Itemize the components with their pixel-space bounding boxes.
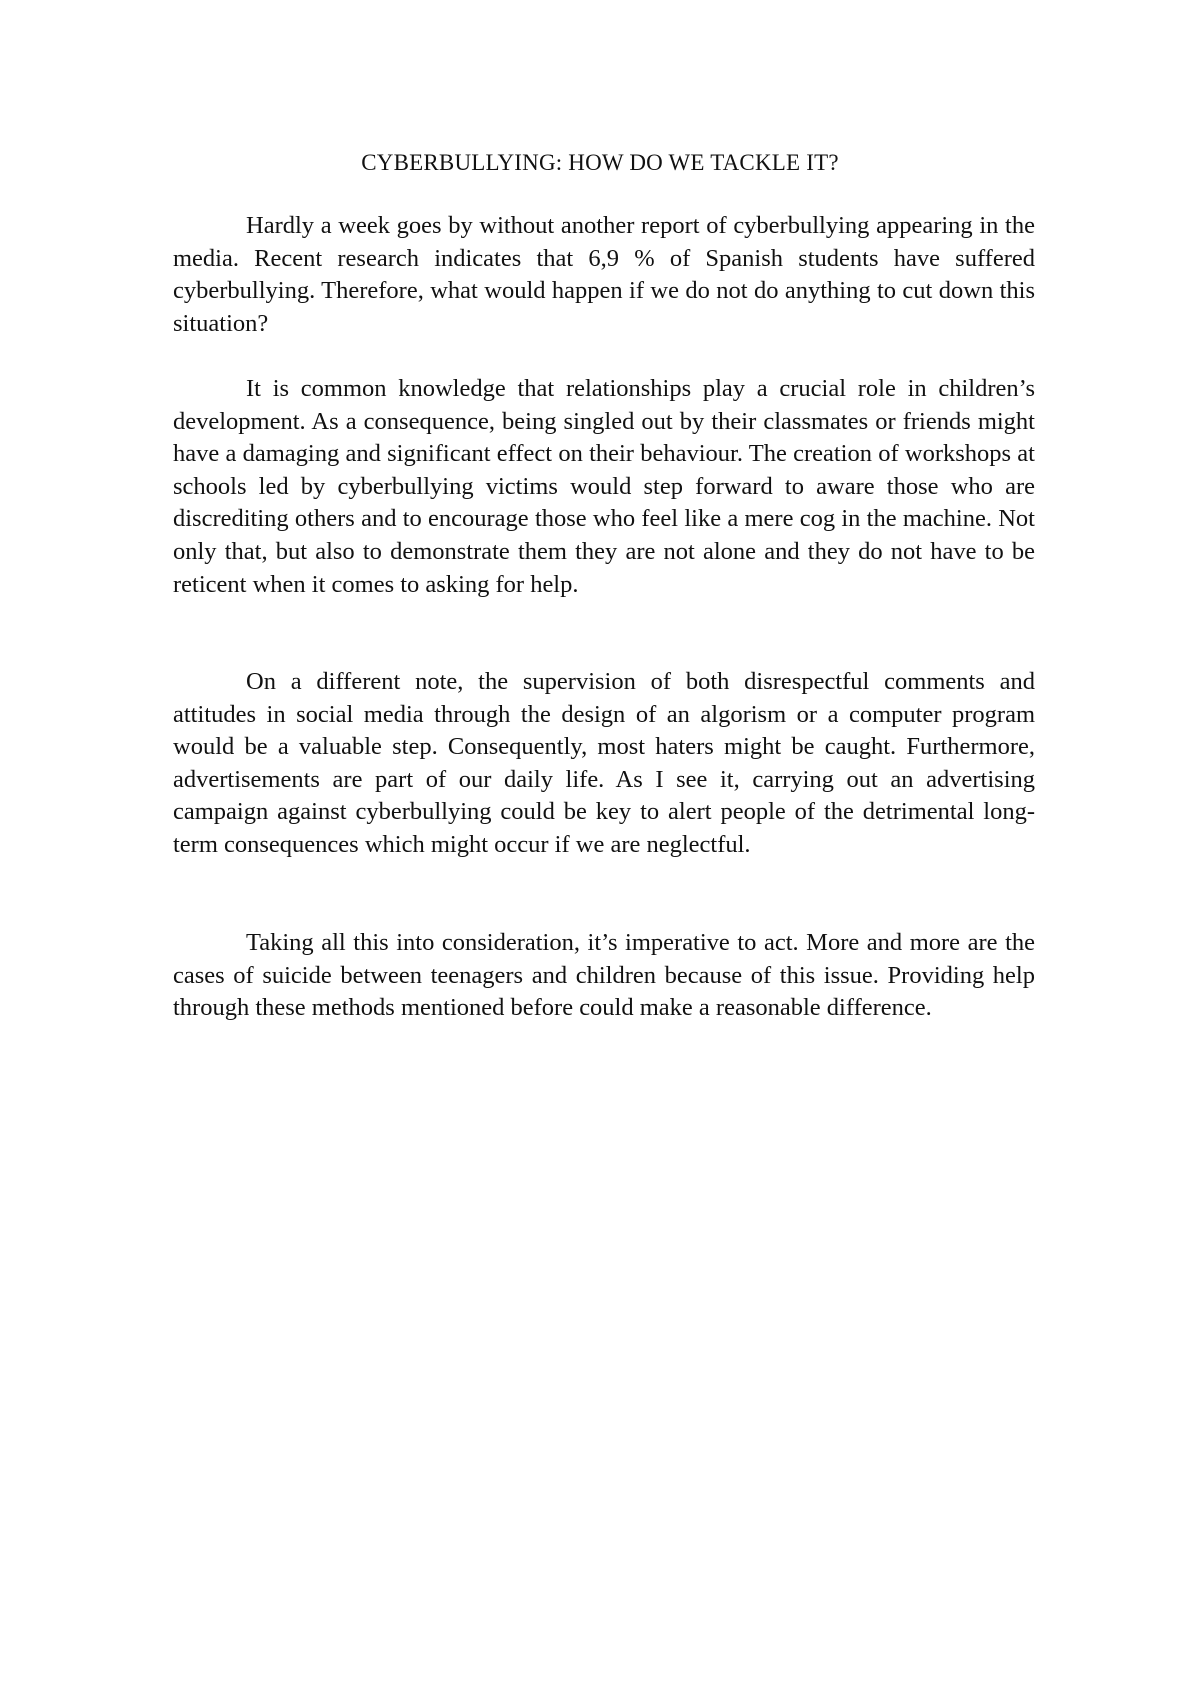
paragraph-1 <box>173 210 1035 340</box>
paragraph-2 <box>173 373 1035 601</box>
paragraph-4 <box>173 927 1035 1025</box>
paragraph-3 <box>173 666 1035 862</box>
paragraph-text: Taking all this into consideration, it’s imperative to act. More and more are the cases of suicide between teenagers and children because of this issue. Providing help through these methods mentioned before could make a reasonable difference. <box>173 929 1035 1022</box>
paragraph-text: Hardly a week goes by without another report of cyberbullying appearing in the media. Recent research indicates that 6,9 % of Spanish students have suffered cyberbullying. Therefore, what would happen if we do not do anything to cut down this situation? <box>173 212 1035 337</box>
paragraph-text: It is common knowledge that relationships play a crucial role in children’s development. As a consequence, being singled out by their classmates or friends might have a damaging and significant effect on their behaviour. The creation of workshops at schools led by cyberbullying victims would step forward to aware those who are discrediting others and to encourage those who feel like a mere cog in the machine. Not only that, but also to demonstrate them they are not alone and they do not have to be reticent when it comes to asking for help. <box>173 375 1035 598</box>
paragraph-text: On a different note, the supervision of both disrespectful comments and attitudes in social media through the design of an algorism or a computer program would be a valuable step. Consequently, most haters might be caught. Furthermore, advertisements are part of our daily life. As I see it, carrying out an advertising campaign against cyberbullying could be key to alert people of the detrimental long-term consequences which might occur if we are neglectful. <box>173 668 1035 858</box>
document-title: CYBERBULLYING: HOW DO WE TACKLE IT? <box>361 150 839 175</box>
